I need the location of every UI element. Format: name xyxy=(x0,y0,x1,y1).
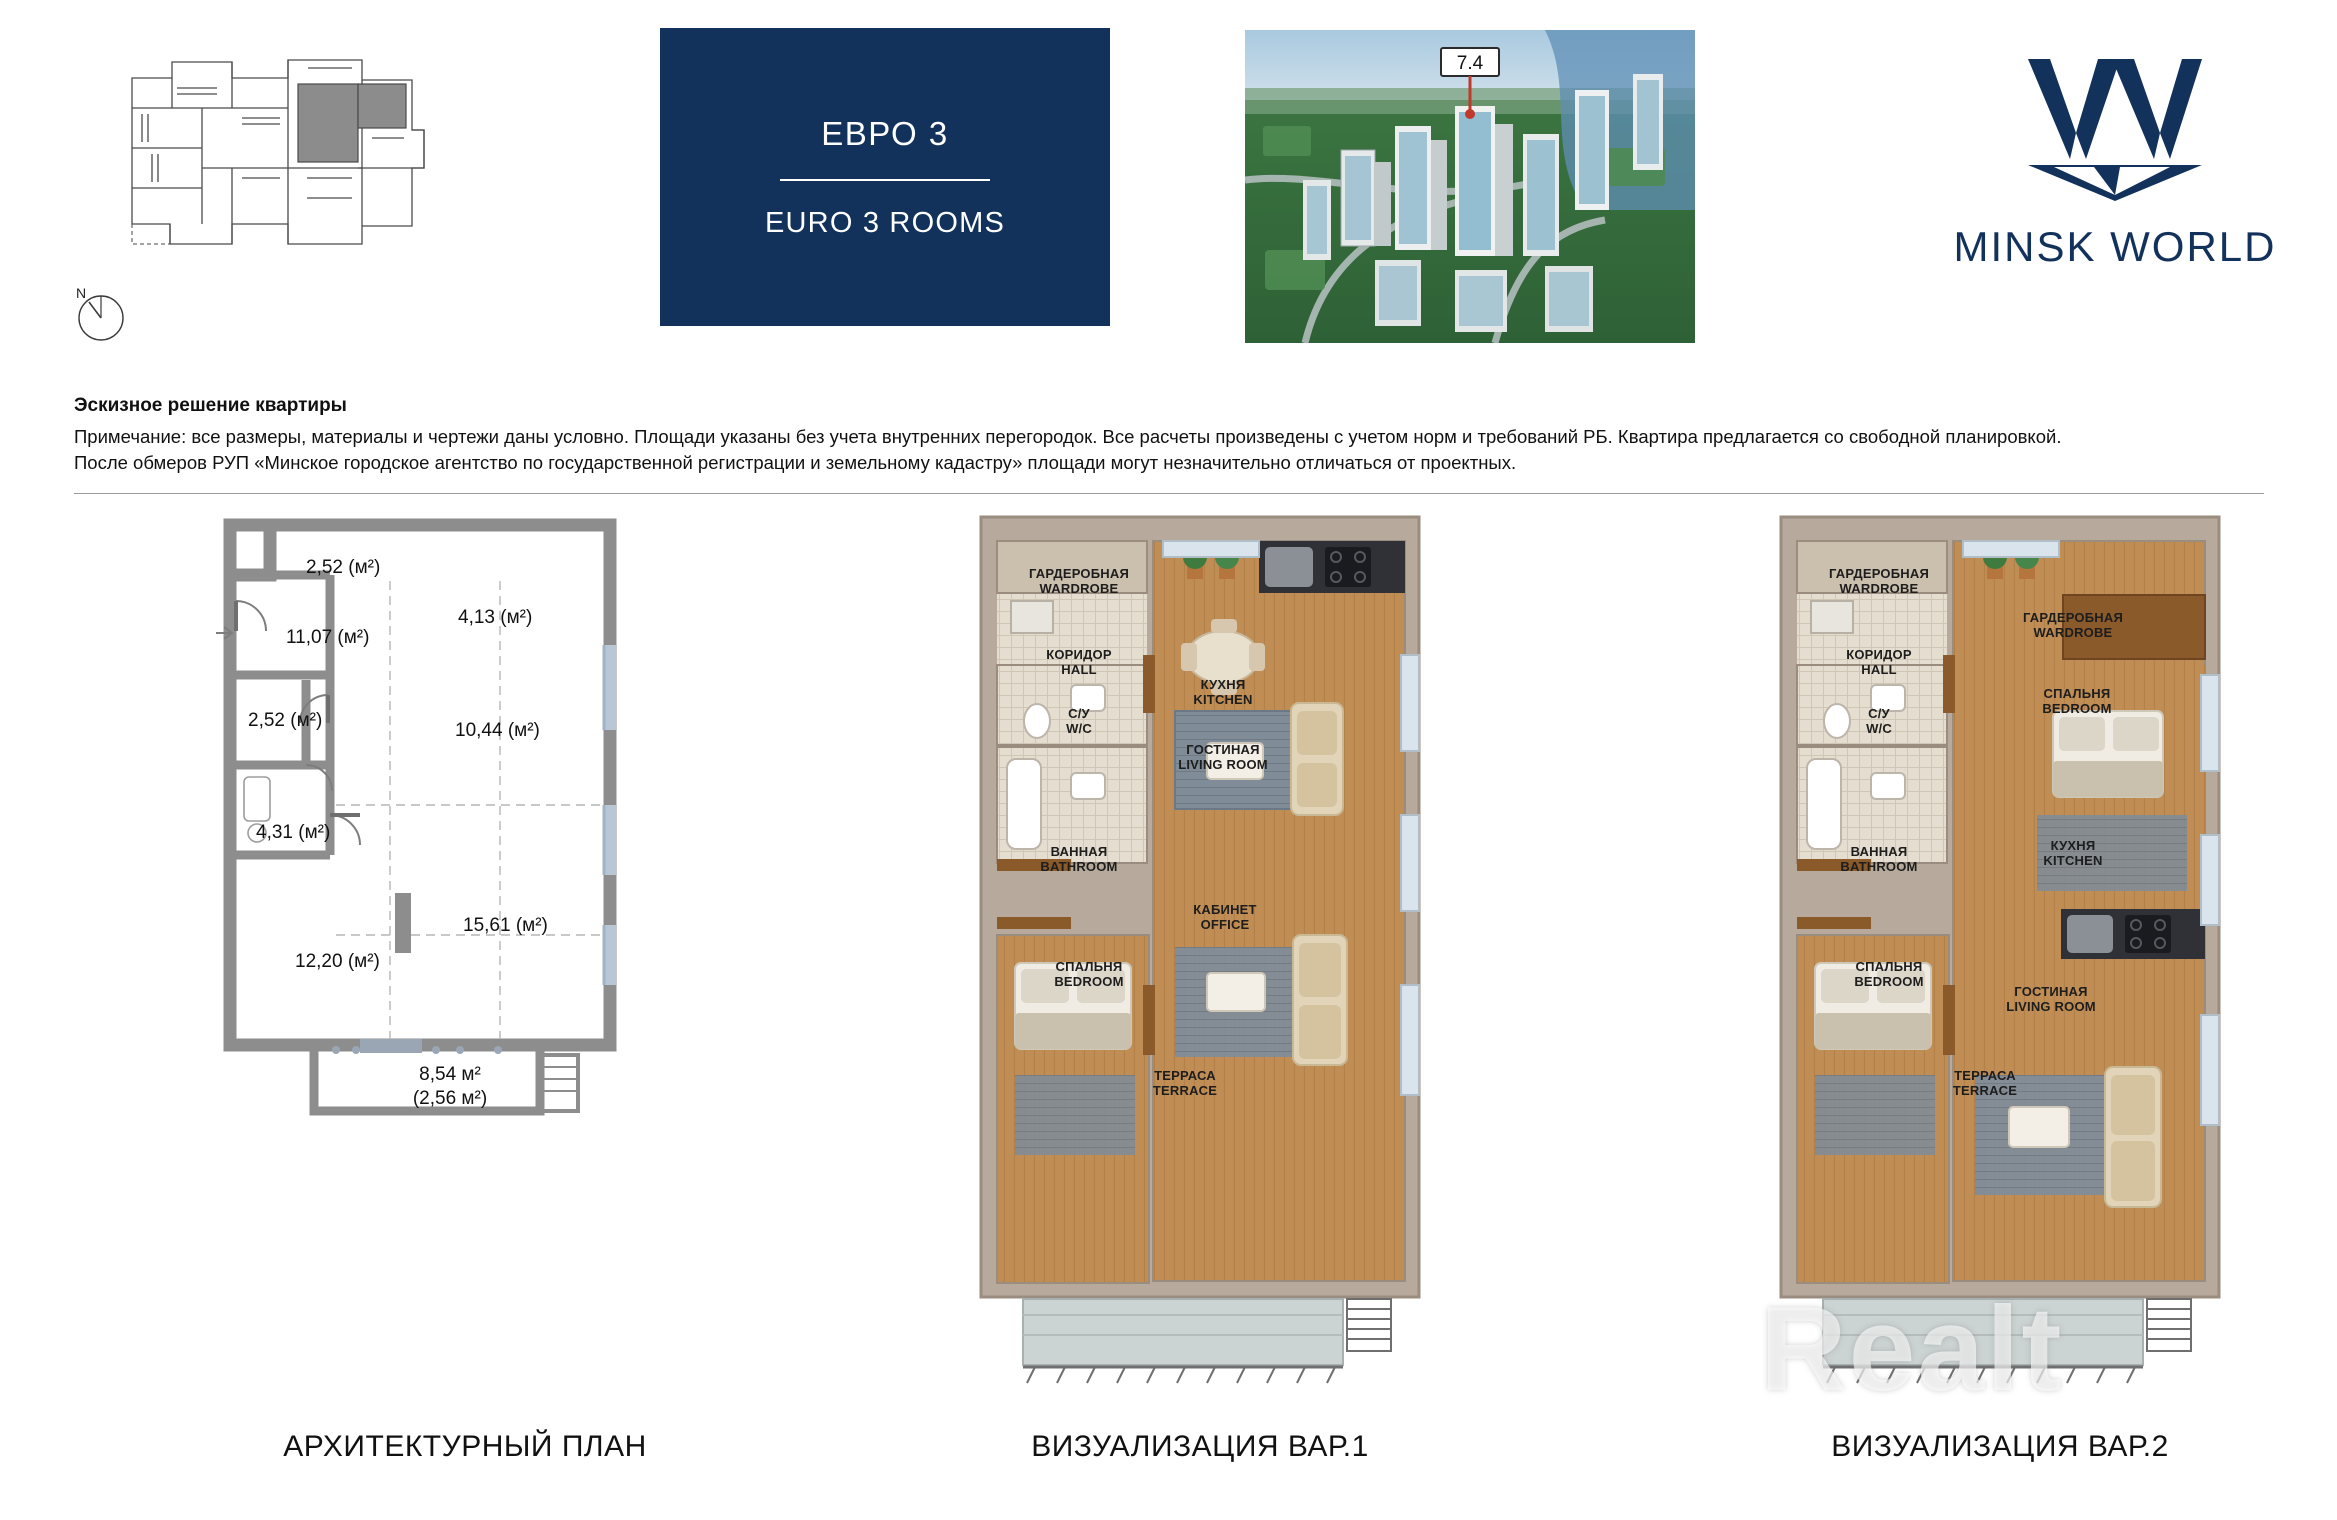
room-label-en: KITCHEN xyxy=(1193,691,1253,707)
room-label-hall xyxy=(1809,648,1949,677)
room-label-en: BEDROOM xyxy=(1054,973,1124,989)
header-divider xyxy=(74,493,2264,494)
caption-visualization-2: ВИЗУАЛИЗАЦИЯ ВАР.2 xyxy=(1831,1430,2169,1463)
room-label-en: KITCHEN xyxy=(2043,852,2103,868)
area-label: 11,07 (м²) xyxy=(286,627,370,648)
architectural-plan xyxy=(210,515,720,1365)
terrace-area-label xyxy=(360,1063,540,1111)
room-label-ru: ГОСТИНАЯ xyxy=(1186,742,1260,757)
room-label-bedroom xyxy=(1809,960,1969,989)
room-label-ru: СПАЛЬНЯ xyxy=(1055,959,1123,974)
title-en: EURO 3 ROOMS xyxy=(765,206,1005,239)
area-label: 2,52 (м²) xyxy=(306,557,381,578)
title-divider xyxy=(780,179,990,181)
room-label-ru: С/У xyxy=(1068,706,1090,721)
room-label-bathroom xyxy=(999,845,1159,874)
terrace-area-line-1: 8,54 м² xyxy=(419,1064,481,1085)
room-label-ru: КУХНЯ xyxy=(1200,677,1246,692)
room-label-en: BEDROOM xyxy=(2042,700,2112,716)
room-label-kitchen xyxy=(2003,839,2143,868)
room-label-en: WARDROBE xyxy=(1839,580,1919,596)
room-label-office xyxy=(1155,903,1295,932)
visualization-variant-2 xyxy=(1775,515,2225,1395)
room-label-ru: С/У xyxy=(1868,706,1890,721)
room-label-ru: ВАННАЯ xyxy=(1850,844,1908,859)
area-label: 10,44 (м²) xyxy=(455,720,540,741)
visualization-variant-1 xyxy=(975,515,1425,1395)
room-label-wardrobe xyxy=(1009,567,1149,596)
room-label-hall xyxy=(1009,648,1149,677)
title-ru: ЕВРО 3 xyxy=(821,114,949,152)
room-label-ru: ГОСТИНАЯ xyxy=(2014,984,2088,999)
room-label-ru: КОРИДОР xyxy=(1846,647,1912,662)
key-plan-thumbnail xyxy=(112,48,442,298)
room-label-wardrobe xyxy=(1809,567,1949,596)
room-label-ru: ТЕРРАСА xyxy=(1154,1068,1216,1083)
room-label-kitchen xyxy=(1153,678,1293,707)
sheet-header xyxy=(0,0,2337,380)
room-label-ru: КУХНЯ xyxy=(2050,838,2096,853)
compass-north-icon xyxy=(70,282,132,344)
room-label-ru: КОРИДОР xyxy=(1046,647,1112,662)
room-label-living-room xyxy=(1143,743,1303,772)
room-label-en: WARDROBE xyxy=(1039,580,1119,596)
room-label-ru: ГАРДЕРОБНАЯ xyxy=(2023,610,2123,625)
disclaimer-note xyxy=(74,395,2264,477)
room-label-en: LIVING ROOM xyxy=(2006,998,2096,1014)
room-label-ru: КАБИНЕТ xyxy=(1193,902,1257,917)
room-label-en: HALL xyxy=(1861,661,1897,677)
watermark-realt: Realt xyxy=(1760,1282,2064,1416)
room-label-bedroom xyxy=(1009,960,1169,989)
room-label-ru: ТЕРРАСА xyxy=(1954,1068,2016,1083)
room-label-en: BATHROOM xyxy=(1840,858,1918,874)
note-line-2: После обмеров РУП «Минское городское агентство по государственной регистрации и земельному кадастру» площади могут незначительно отличаться от проектных. xyxy=(74,452,1517,474)
terrace-area-line-2: (2,56 м²) xyxy=(412,1087,488,1109)
room-label-ru: СПАЛЬНЯ xyxy=(1855,959,1923,974)
room-label-en: WARDROBE xyxy=(2033,624,2113,640)
area-label: 12,20 (м²) xyxy=(295,951,380,972)
logo-wordmark: MINSK WORLD xyxy=(1953,223,2277,270)
room-label-en: HALL xyxy=(1061,661,1097,677)
complex-aerial-render xyxy=(1245,30,1695,343)
room-label-en: W/C xyxy=(1866,720,1892,736)
svg-text:7.4: 7.4 xyxy=(1456,53,1484,74)
room-label-en: W/C xyxy=(1066,720,1092,736)
room-label-ru: ГАРДЕРОБНАЯ xyxy=(1829,566,1929,581)
room-label-en: BATHROOM xyxy=(1040,858,1118,874)
title-box xyxy=(660,28,1110,326)
note-title: Эскизное решение квартиры xyxy=(74,395,347,416)
room-label-ru: СПАЛЬНЯ xyxy=(2043,686,2111,701)
caption-architectural-plan: АРХИТЕКТУРНЫЙ ПЛАН xyxy=(283,1430,647,1463)
room-label-en: LIVING ROOM xyxy=(1178,756,1268,772)
room-label-wc xyxy=(1809,707,1949,736)
room-label-ru: ВАННАЯ xyxy=(1050,844,1108,859)
room-label-en: OFFICE xyxy=(1200,916,1250,932)
area-label: 2,52 (м²) xyxy=(248,710,323,731)
room-label-ru: ГАРДЕРОБНАЯ xyxy=(1029,566,1129,581)
svg-text:N: N xyxy=(76,285,87,301)
room-label-en: BEDROOM xyxy=(1854,973,1924,989)
room-label-terrace xyxy=(1905,1069,2065,1098)
area-label: 4,13 (м²) xyxy=(458,607,533,628)
room-label-bathroom xyxy=(1799,845,1959,874)
room-label-wardrobe-2 xyxy=(1993,611,2153,640)
room-label-bedroom-2 xyxy=(1997,687,2157,716)
room-label-living-room xyxy=(1971,985,2131,1014)
note-line-1: Примечание: все размеры, материалы и чертежи даны условно. Площади указаны без учета внутренних перегородок. Все расчеты произведены с учетом норм и требований РБ. Квартира предлагается со свободной планировкой. xyxy=(74,426,2062,447)
room-label-wc xyxy=(1009,707,1149,736)
area-label: 4,31 (м²) xyxy=(256,822,331,843)
room-label-terrace xyxy=(1105,1069,1265,1098)
caption-visualization-1: ВИЗУАЛИЗАЦИЯ ВАР.1 xyxy=(1031,1430,1369,1463)
room-label-en: TERRACE xyxy=(1952,1082,2018,1098)
mw-monogram-icon xyxy=(2020,55,2210,205)
room-label-en: TERRACE xyxy=(1152,1082,1218,1098)
minsk-world-logo xyxy=(1905,55,2325,315)
area-label: 15,61 (м²) xyxy=(463,915,548,936)
